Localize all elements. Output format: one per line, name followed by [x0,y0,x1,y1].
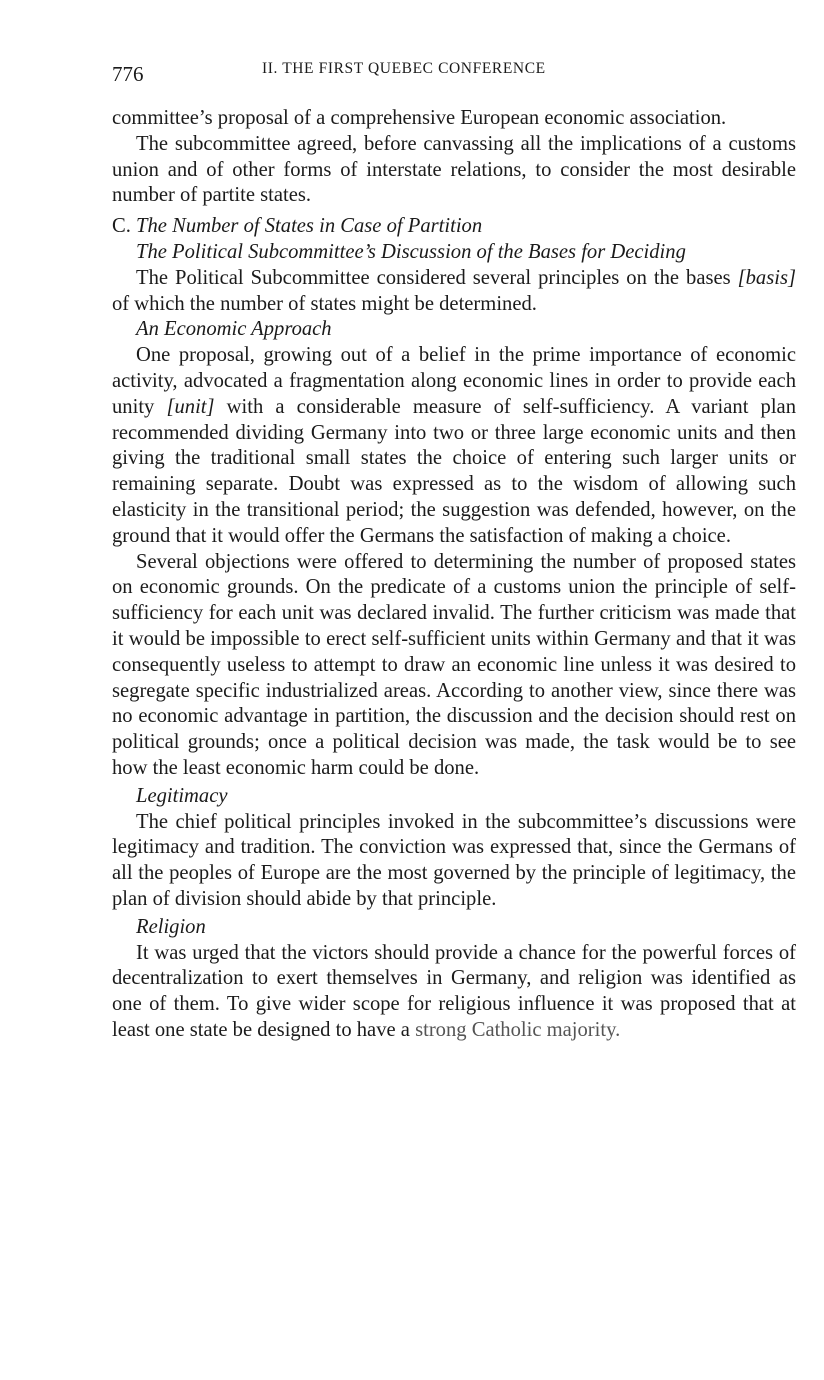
page-number: 776 [112,62,144,86]
paragraph-bases [112,266,796,318]
subheading-economic-approach: An Economic Approach [136,318,332,341]
text-run: with a considerable measure of self-sufficiency. A variant plan recommended dividing Germany into two or three large economic units and then giving the traditional small states the choice of entering such larger units or remaining separate. Doubt was expressed as to the wisdom of allowing such elasticity in the transitional period; the suggestion was defended, however, on the ground that it would offer the Germans the satisfaction of making a choice. [112,395,796,547]
subheading-political-subcommittee: The Political Subcommittee’s Discussion of the Bases for Deciding [136,240,686,263]
subheading-legitimacy: Legitimacy [136,784,228,807]
text-run: of which the number of states might be determined. [112,292,537,315]
running-head [112,56,796,86]
paragraph-continuation: committee’s proposal of a comprehensive European economic association. [112,107,727,129]
section-title: The Number of States in Case of Partition [136,215,483,238]
editorial-bracket: [basis] [737,266,796,289]
text-run-faded: strong Catholic majority. [415,1018,621,1041]
text-run: It was urged that the victors should provide a chance for the powerful forces of decentralization to exert themselves in Germany, and religion was identified as one of them. To give wider scope for religious influence it was proposed that at least one state be designed to have a [112,941,796,1041]
text-run: The Political Subcommittee considered several principles on the bases [136,266,738,289]
paragraph-legitimacy: The chief political principles invoked in the subcommittee’s discussions were legitimacy and tradition. The conviction was expressed that, since the Germans of all the peoples of Europe are the most governed by the principle of legitimacy, the plan of division should abide by that principle. [112,810,796,910]
book-page [112,56,796,1044]
editorial-bracket: [unit] [166,395,215,418]
text-run: One proposal, growing out of a belief in the prime importance of economic activity, advocated a fragmentation along economic lines in order to provide each unity [112,344,796,418]
paragraph-subcommittee-agreed: The subcommittee agreed, before canvassing all the implications of a customs union and of other forms of interstate relations, to consider the most desirable number of partite states. [112,132,796,207]
subheading-religion: Religion [136,915,206,938]
section-heading-c [112,214,796,240]
section-letter: C. [112,215,131,238]
paragraph-economic-proposal [112,343,796,549]
running-title: II. THE FIRST QUEBEC CONFERENCE [262,60,546,77]
paragraph-economic-objections: Several objections were offered to determining the number of proposed states on economic grounds. On the predicate of a customs union the principle of self-sufficiency for each unit was declared invalid. The further criticism was made that it would be impossible to erect self-sufficient units within Germany and that it was consequently useless to attempt to draw an economic line unless it was desired to segregate specific industrialized areas. According to another view, since there was no economic advantage in partition, the discussion and the decision should rest on political grounds; once a political decision was made, the task would be to see how the least economic harm could be done. [112,550,796,779]
paragraph-religion [112,941,796,1044]
